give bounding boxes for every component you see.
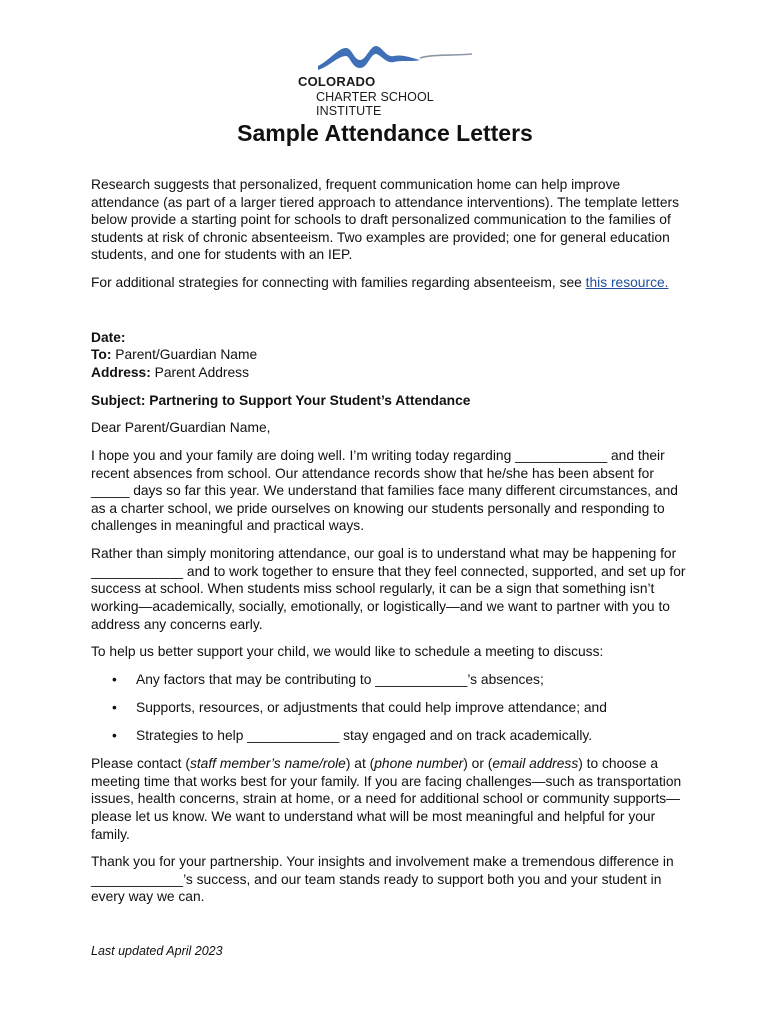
resource-link[interactable]: this resource. — [585, 275, 669, 291]
bullet-icon: • — [112, 672, 117, 688]
list-item — [91, 727, 686, 745]
contact-text: ) to choose a meeting time that works best for your family. If you are facing challenges—such as transportation issues, health concerns, strain at home, or a need for additional school or community supports—please let us know. We want to understand what will be most meaningful and helpful for your family. — [91, 756, 682, 842]
staff-placeholder: staff member’s name/role — [189, 756, 346, 772]
letter-paragraph-2: Rather than simply monitoring attendance, our goal is to understand what may be happening for ____________ and to work together to ensure that they feel connected, supported, and set up for success at school. When students miss school regularly, it can be a sign that something isn’t working—academically, socially, emotionally, or logistically—and we want to partner with you to address any concerns early. — [91, 546, 686, 632]
email-placeholder: email address — [492, 756, 579, 772]
contact-text: ) at ( — [345, 756, 375, 772]
mountain-logo-icon — [316, 40, 476, 74]
bullet-icon: • — [112, 700, 117, 716]
address-label: Address: — [91, 364, 151, 380]
list-item-text: Supports, resources, or adjustments that could help improve attendance; and — [136, 700, 607, 716]
letter-paragraph-3: To help us better support your child, we would like to schedule a meeting to discuss: — [91, 644, 604, 660]
list-item — [91, 699, 686, 717]
intro-paragraph: Research suggests that personalized, frequent communication home can help improve attendance (as part of a larger tiered approach to attendance interventions). The template letters below provide a starting point for schools to draft personalized communication to the families of students at risk of chronic absenteeism. Two examples are provided; one for general education students, and one for students with an IEP. — [91, 177, 679, 263]
phone-placeholder: phone number — [374, 756, 464, 772]
last-updated: Last updated April 2023 — [91, 944, 223, 958]
letter-greeting: Dear Parent/Guardian Name, — [91, 420, 271, 436]
letter-paragraph-5: Thank you for your partnership. Your insights and involvement make a tremendous difference in ____________’s success, and our team stands ready to support both you and your student in every way we can. — [91, 854, 674, 905]
letter-header — [91, 329, 686, 382]
document-body — [91, 176, 686, 916]
contact-text: Please contact ( — [91, 756, 190, 772]
to-label: To: — [91, 347, 112, 363]
csi-logo — [296, 40, 476, 118]
resource-paragraph — [91, 274, 686, 292]
list-item-text: Strategies to help ____________ stay engaged and on track academically. — [136, 728, 593, 744]
list-item-text: Any factors that may be contributing to ____________’s absences; — [136, 672, 544, 688]
letter-subject: Subject: Partnering to Support Your Student’s Attendance — [91, 392, 471, 408]
logo-text-colorado: COLORADO — [298, 74, 376, 89]
resource-text: For additional strategies for connecting with families regarding absenteeism, see — [91, 275, 586, 291]
contact-text: ) or ( — [463, 756, 493, 772]
address-line — [91, 364, 686, 382]
date-label: Date: — [91, 329, 126, 345]
letter-paragraph-1: I hope you and your family are doing well. I’m writing today regarding ____________ and their recent absences from school. Our attendance records show that he/she has been absent for _____ days so far this year. We understand that families face many different circumstances, and as a charter school, we pride ourselves on knowing our students personally and responding to challenges in meaningful and practical ways. — [91, 448, 678, 534]
discussion-list — [91, 671, 686, 745]
logo-text-institute: CHARTER SCHOOL INSTITUTE — [316, 90, 434, 118]
address-value: Parent Address — [150, 364, 249, 380]
page-title: Sample Attendance Letters — [237, 120, 533, 146]
list-item — [91, 671, 686, 689]
letter-paragraph-4 — [91, 755, 686, 843]
bullet-icon: • — [112, 728, 117, 744]
to-line — [91, 346, 686, 364]
to-value: Parent/Guardian Name — [111, 347, 258, 363]
